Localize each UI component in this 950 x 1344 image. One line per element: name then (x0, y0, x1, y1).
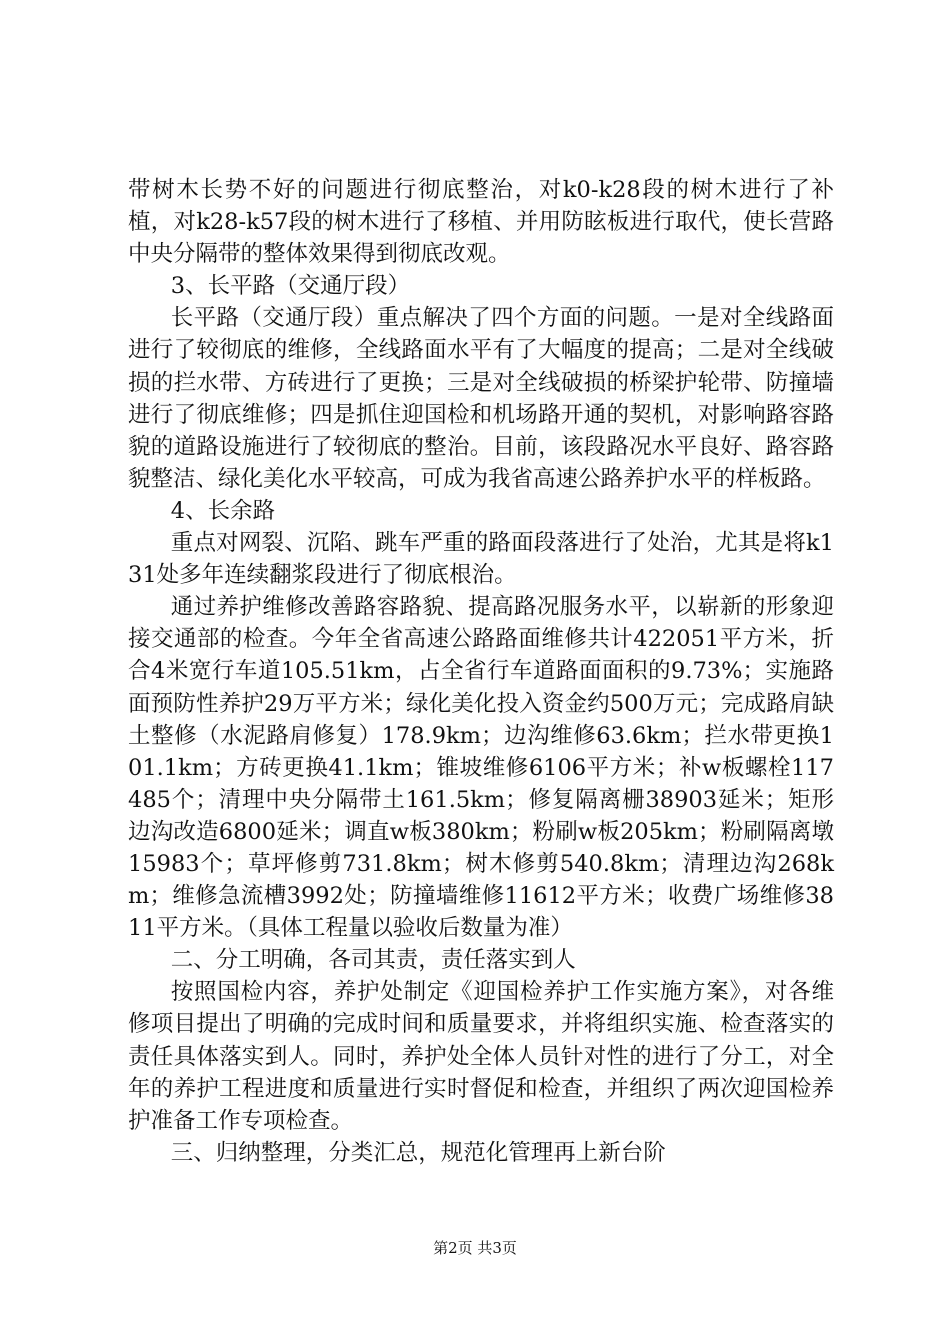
paragraph-changyu-road: 重点对网裂、沉陷、跳车严重的路面段落进行了处治，尤其是将k131处多年连续翻浆段进行了彻底根治。 (128, 530, 834, 589)
page-number-footer: 第2页 共3页 (433, 1239, 517, 1257)
section-heading-division-of-labor: 二、分工明确，各司其责，责任落实到人 (170, 947, 576, 974)
paragraph-continuation: 带树木长势不好的问题进行彻底整治，对k0-k28段的树木进行了补植，对k28-k57段的树木进行了移植、并用防眩板进行取代，使长营路中央分隔带的整体效果得到彻底改观。 (128, 177, 834, 268)
paragraph-changping-road: 长平路（交通厅段）重点解决了四个方面的问题。一是对全线路面进行了较彻底的维修，全线路面水平有了大幅度的提高；二是对全线破损的拦水带、方砖进行了更换；三是对全线破损的桥梁护轮带、防撞墙进行了彻底维修；四是抓住迎国检和机场路开通的契机，对影响路容路貌的道路设施进行了较彻底的整治。目前，该段路况水平良好、路容路貌整洁、绿化美化水平较高，可成为我省高速公路养护水平的样板路。 (128, 305, 834, 492)
section-heading-changping-road: 3、长平路（交通厅段） (170, 273, 411, 300)
paragraph-division-of-labor: 按照国检内容，养护处制定《迎国检养护工作实施方案》，对各维修项目提出了明确的完成时间和质量要求，并将组织实施、检查落实的责任具体落实到人。同时，养护处全体人员针对性的进行了分工，对全年的养护工程进度和质量进行实时督促和检查，并组织了两次迎国检养护准备工作专项检查。 (128, 979, 834, 1134)
section-heading-standardized-management: 三、归纳整理，分类汇总，规范化管理再上新台阶 (170, 1139, 666, 1166)
section-heading-changyu-road: 4、长余路 (170, 497, 276, 524)
paragraph-maintenance-statistics: 通过养护维修改善路容路貌、提高路况服务水平，以崭新的形象迎接交通部的检查。今年全省高速公路路面维修共计422051平方米，折合4米宽行车道105.51km，占全省行车道路面面积的9.73%；实施路面预防性养护29万平方米；绿化美化投入资金约500万元；完成路肩缺土整修（水泥路肩修复）178.9km；边沟维修63.6km；拦水带更换101.1km；方砖更换41.1km；锥坡维修6106平方米；补w板螺栓117485个；清理中央分隔带土161.5km；修复隔离栅38903延米；矩形边沟改造6800延米；调直w板380km；粉刷w板205km；粉刷隔离墩15983个；草坪修剪731.8km；树木修剪540.8km；清理边沟268km；维修急流槽3992处；防撞墙维修11612平方米；收费广场维修3811平方米。（具体工程量以验收后数量为准） (128, 594, 834, 942)
document-body (128, 174, 834, 1169)
